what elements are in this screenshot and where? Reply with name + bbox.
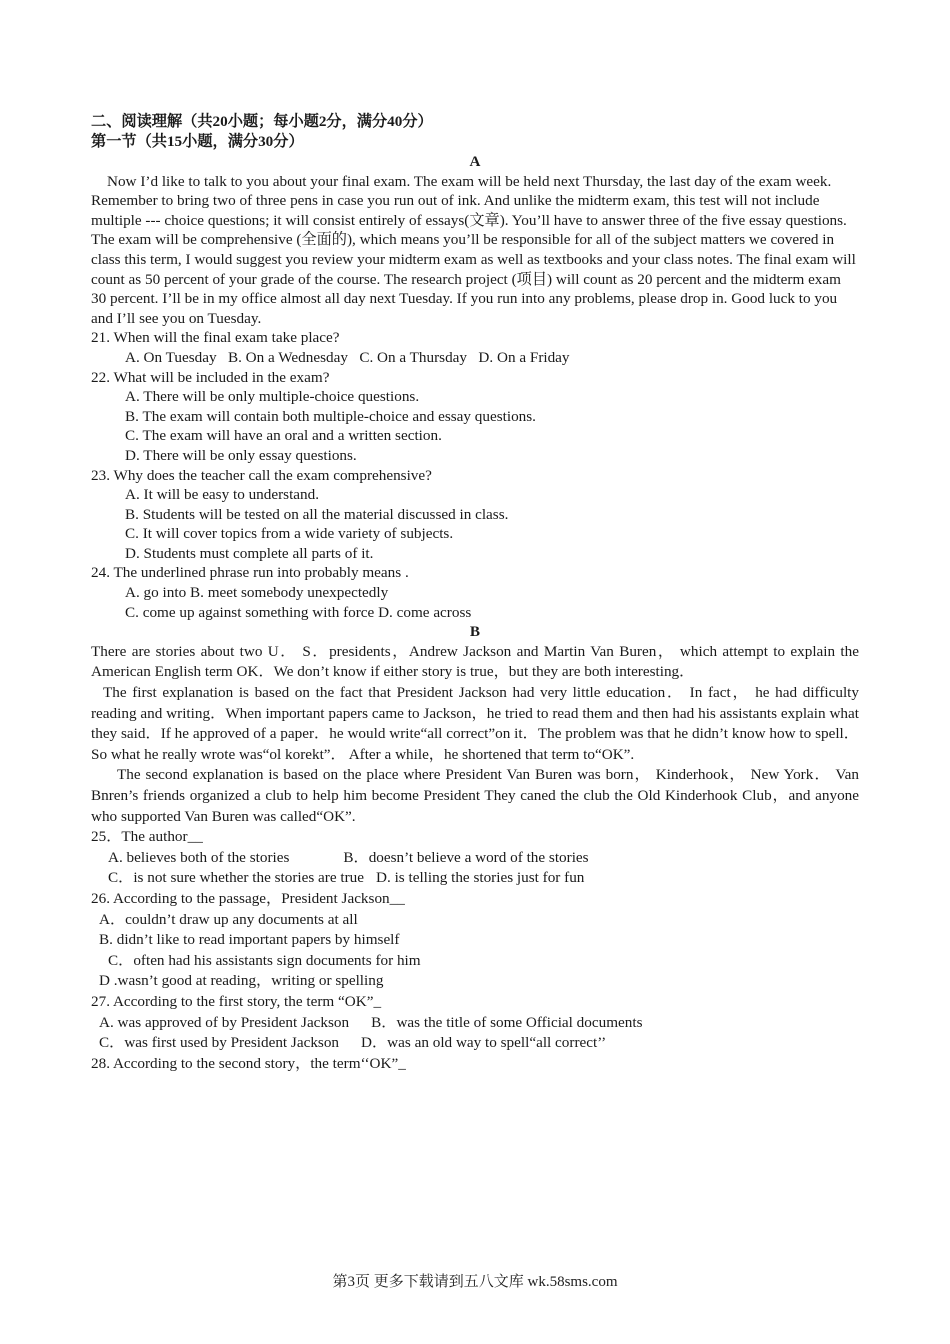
question-25: 25．The author__	[91, 828, 203, 846]
option: B. Students will be tested on all the material discussed in class.	[125, 505, 509, 523]
option: A. It will be easy to understand.	[125, 486, 320, 504]
option: C. The exam will have an oral and a written section.	[125, 427, 442, 445]
passage-b-para-3: The second explanation is based on the place where President Van Buren was born， Kinderhook， New York． Van Bnren’s friends organized a club to help him become President They caned the club the Old Kinderhook Club，and anyone who supported Van Buren was called“OK”.	[91, 766, 859, 825]
passage-b-para-2: The first explanation is based on the fact that President Jackson had very little education． In fact， he had difficulty reading and writing．When important papers came to Jackson，he tried to read them and then had his assistants explain what they said．If he approved of a paper．he would write“all correct”on it．The problem was that he didn’t know how to spell． So what he really wrote was“ol korekt”． After a while，he shortened that term to“OK”.	[91, 684, 859, 763]
option: A. was approved of by President Jackson	[99, 1013, 350, 1031]
option: D .wasn’t good at reading，writing or spelling	[99, 972, 384, 990]
option: D. is telling the stories just for fun	[376, 869, 585, 887]
question-27-options-ab	[91, 1013, 859, 1034]
option: C. It will cover topics from a wide variety of subjects.	[125, 525, 454, 543]
option: B．was the title of some Official documents	[371, 1013, 643, 1031]
option: B．doesn’t believe a word of the stories	[343, 848, 589, 866]
option: D. There will be only essay questions.	[125, 446, 357, 464]
question-27-stem: 27. According to the first story, the term “OK”	[91, 992, 374, 1010]
page-footer: 第3页 更多下载请到五八文库 wk.58sms.com	[332, 1274, 618, 1290]
question-25-options-ab	[91, 848, 859, 869]
question-27: 27. According to the first story, the term “OK”_	[91, 992, 382, 1010]
question-21: 21. When will the final exam take place?	[91, 329, 340, 347]
option: A. believes both of the stories	[108, 848, 290, 866]
option: C．often had his assistants sign documents for him	[108, 951, 421, 969]
question-25-stem: 25．The author	[91, 828, 188, 846]
option: B. didn’t like to read important papers by himself	[99, 931, 400, 949]
option: C. come up against something with force D. come across	[125, 603, 472, 621]
option: D．was an old way to spell“all correct’’	[361, 1034, 607, 1052]
question-22: 22. What will be included in the exam?	[91, 368, 330, 386]
exam-page	[91, 112, 859, 1074]
sub-header: 第一节（共15小题，满分30分）	[91, 133, 304, 150]
question-26-stem: 26. According to the passage，President Jackson	[91, 889, 390, 907]
option: A. There will be only multiple-choice questions.	[125, 388, 420, 406]
option: C．is not sure whether the stories are true	[108, 869, 365, 887]
question-23: 23. Why does the teacher call the exam comprehensive?	[91, 466, 432, 484]
option: A. go into B. meet somebody unexpectedly	[125, 584, 389, 602]
option: B. The exam will contain both multiple-choice and essay questions.	[125, 407, 536, 425]
question-26: 26. According to the passage，President Jackson__	[91, 889, 405, 907]
passage-a-label: A	[469, 153, 481, 170]
question-28-stem: 28. According to the second story，the term‘‘OK”	[91, 1054, 399, 1072]
question-24: 24. The underlined phrase run into probably means .	[91, 564, 409, 582]
question-28: 28. According to the second story，the term‘‘OK”_	[91, 1054, 406, 1072]
option: C．was first used by President Jackson	[99, 1034, 340, 1052]
question-27-options-cd	[91, 1033, 859, 1054]
passage-b-para-1: There are stories about two U． S．presidents，Andrew Jackson and Martin Van Buren， which attempt to explain the American English term OK．We don’t know if either story is true，but they are both interesting．	[91, 642, 859, 681]
option: D. Students must complete all parts of it.	[125, 544, 374, 562]
option: A．couldn’t draw up any documents at all	[99, 910, 358, 928]
question-25-options-cd	[91, 868, 859, 889]
passage-b-label: B	[469, 623, 481, 641]
passage-a-text: Now I’d like to talk to you about your final exam. The exam will be held next Thursday, the last day of the exam week. Remember to bring two of three pens in case you run out of ink. And unlike the midterm exam, this test will not include multiple --- choice questions; it will consist entirely of essays(文章). You’ll have to answer three of the five essay questions. The exam will be comprehensive (全面的), which means you’ll be responsible for all of the subject matters we covered in class this term, I would suggest you review your midterm exam as well as textbooks and your class notes. The final exam will count as 50 percent of your grade of the course. The research project (项目) will count as 20 percent and the midterm exam 30 percent. I’ll be in my office almost all day next Tuesday. If you run into any problems, please drop in. Good luck to you and I’ll see you on Tuesday.	[91, 172, 856, 327]
question-21-options: A. On Tuesday B. On a Wednesday C. On a Thursday D. On a Friday	[125, 348, 570, 366]
section-header: 二、阅读理解（共20小题；每小题2分，满分40分）	[91, 113, 433, 130]
